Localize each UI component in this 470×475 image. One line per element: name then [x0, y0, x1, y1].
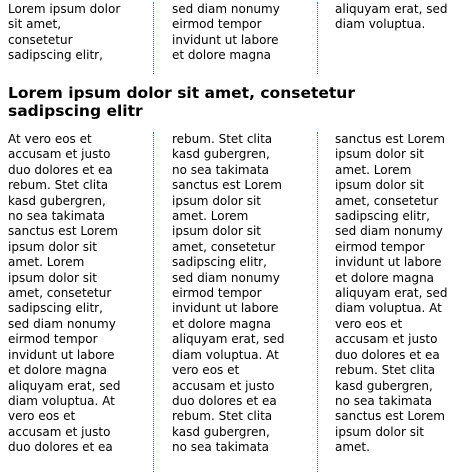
section-heading: Lorem ipsum dolor sit amet, consetetur sadipscing elitr — [8, 84, 355, 120]
top-column-2-text: sed diam nonumy eirmod tempor invidunt ut labore et dolore magna — [172, 2, 280, 63]
top-column-1-text: Lorem ipsum dolor sit amet, consetetur sadipscing elitr, — [8, 2, 121, 63]
bottom-column-2-text: rebum. Stet clita kasd gubergren, no sea takimata sanctus est Lorem ipsum dolor sit amet. Lorem ipsum dolor sit amet, consetetur sadipscing elitr, sed diam nonumy eirmod tempor invidunt ut labore et dolore magna aliquyam erat, sed diam voluptua. At vero eos et accusam et justo duo dolores et ea rebum. Stet clita kasd gubergren, no sea takimata — [172, 132, 285, 455]
top-column-divider-2 — [317, 2, 318, 74]
bottom-column-3-text: sanctus est Lorem ipsum dolor sit amet. Lorem ipsum dolor sit amet, consetetur sadipscing elitr, sed diam nonumy eirmod tempor invidunt ut labore et dolore magna aliquyam erat, sed diam voluptua. At vero eos et accusam et justo duo dolores et ea rebum. Stet clita kasd gubergren, no sea takimata sanctus est Lorem ipsum dolor sit amet. — [335, 132, 448, 455]
bottom-column-block — [0, 132, 470, 472]
top-column-divider-1 — [153, 2, 154, 74]
bottom-column-1-text: At vero eos et accusam et justo duo dolores et ea rebum. Stet clita kasd gubergren, no sea takimata sanctus est Lorem ipsum dolor sit amet. Lorem ipsum dolor sit amet, consetetur sadipscing elitr, sed diam nonumy eirmod tempor invidunt ut labore et dolore magna aliquyam erat, sed diam voluptua. At vero eos et accusam et justo duo dolores et ea — [8, 132, 121, 455]
bottom-column-divider-1 — [153, 132, 154, 472]
bottom-column-divider-2 — [317, 132, 318, 472]
top-column-block — [0, 2, 470, 74]
top-column-3-text: aliquyam erat, sed diam voluptua. — [335, 2, 448, 32]
